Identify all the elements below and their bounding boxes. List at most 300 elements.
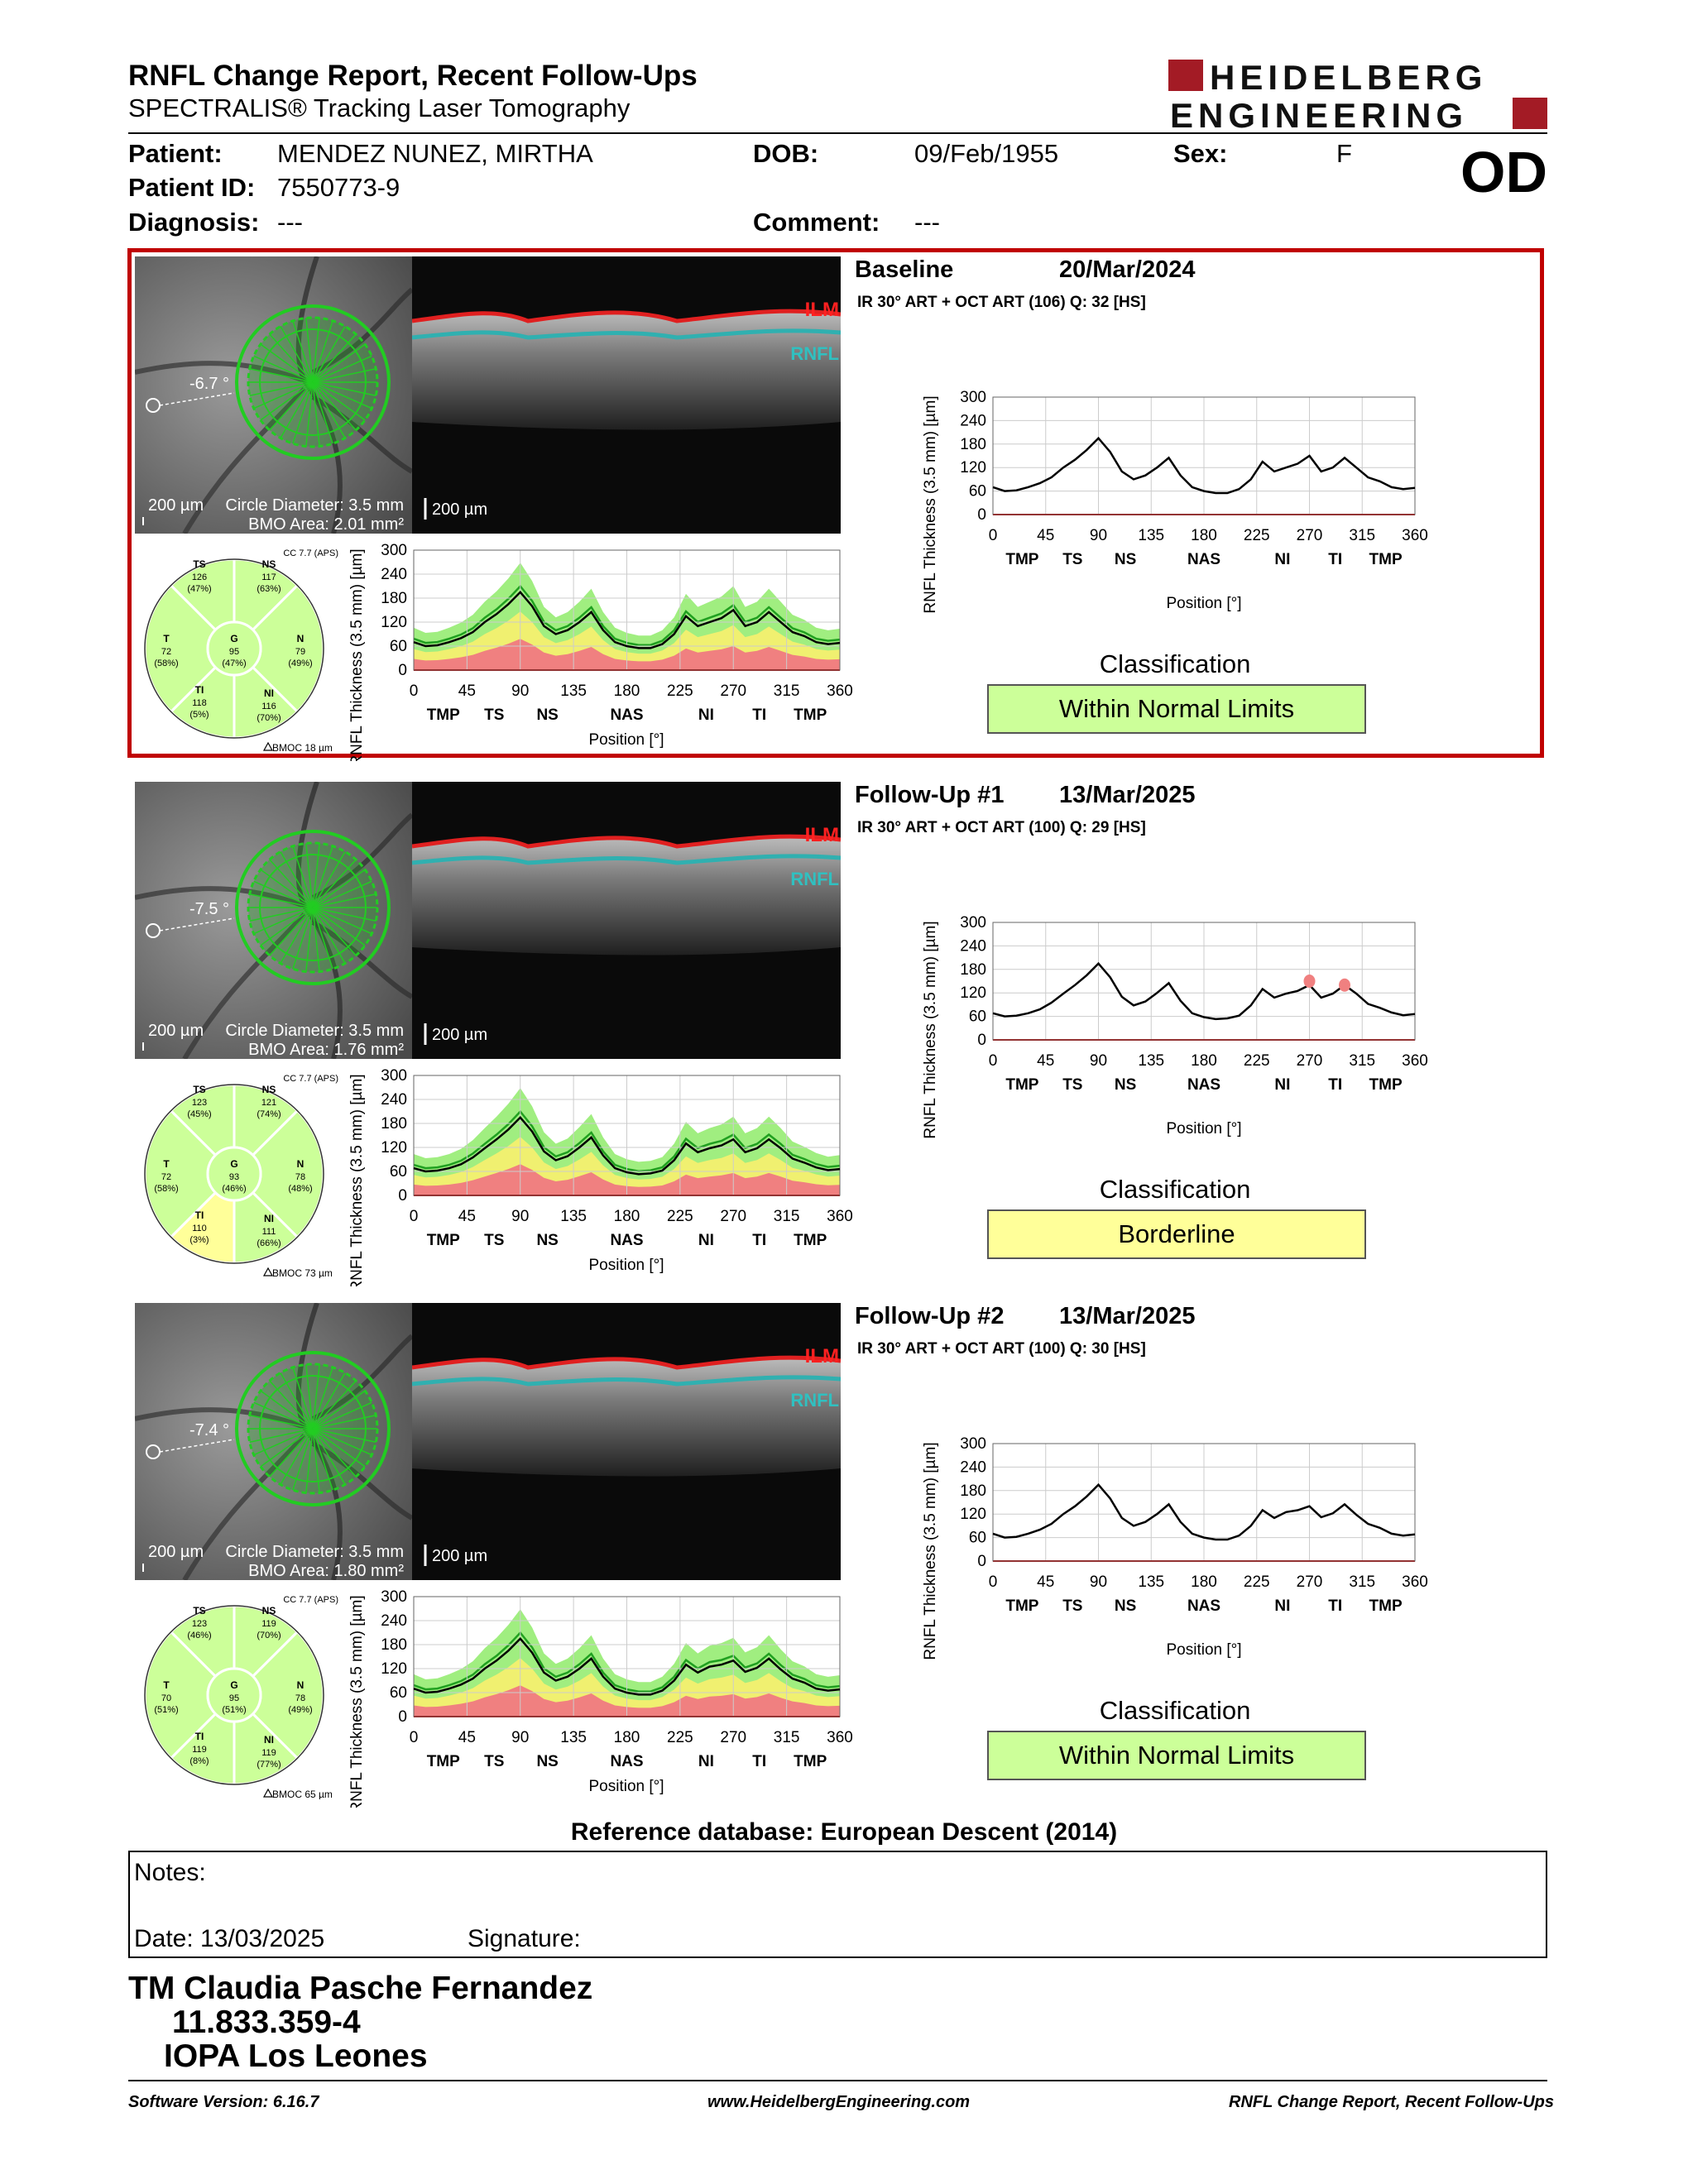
- small-y-tick: 0: [398, 662, 407, 679]
- sector-ti-pct: (8%): [189, 1756, 209, 1766]
- small-x-tick: 360: [827, 682, 852, 700]
- sector-g-pct: (51%): [222, 1705, 247, 1715]
- fundus-image: [135, 1303, 412, 1580]
- sector-pie-chart: [135, 1071, 340, 1278]
- change-y-tick: 60: [968, 1008, 986, 1026]
- sector-g-value: 93: [228, 1172, 240, 1182]
- small-ylabel: RNFL Thickness (3.5 mm) [µm]: [348, 1595, 366, 1808]
- small-x-tick: 180: [613, 1729, 640, 1746]
- change-x-tick: 0: [988, 527, 998, 544]
- signature-label: Signature:: [468, 1925, 581, 1952]
- small-x-tick: 360: [827, 1729, 852, 1746]
- sector-ts-value: 123: [191, 1098, 208, 1108]
- change-x-tick: 45: [1037, 1052, 1055, 1070]
- sector-pie-chart: [135, 1592, 340, 1799]
- change-y-tick: 0: [977, 1553, 986, 1570]
- change-region-label: NS: [1114, 1597, 1137, 1615]
- exam-title: Follow-Up #1: [855, 782, 1005, 808]
- exam-info: IR 30° ART + OCT ART (100) Q: 30 [HS]: [857, 1340, 1146, 1358]
- small-region-label: TMP: [794, 1753, 827, 1770]
- small-x-tick: 0: [409, 1729, 419, 1746]
- classification-result: [987, 1209, 1366, 1259]
- exam-info: IR 30° ART + OCT ART (106) Q: 32 [HS]: [857, 294, 1146, 311]
- small-x-tick: 225: [667, 1208, 693, 1225]
- change-region-label: NS: [1114, 551, 1137, 568]
- exam-info: IR 30° ART + OCT ART (100) Q: 29 [HS]: [857, 819, 1146, 836]
- small-region-label: TMP: [426, 706, 460, 724]
- sector-ns-value: 121: [261, 1098, 277, 1108]
- rnfl-label: RNFL: [790, 869, 839, 889]
- rnfl-change-plot: [918, 1435, 1431, 1675]
- change-xlabel: Position [°]: [1166, 1120, 1242, 1138]
- bmoc-label: BMOC 18 µm: [272, 742, 333, 753]
- svg-text:HEIDELBERG: HEIDELBERG: [1210, 58, 1488, 97]
- change-region-label: NI: [1274, 1597, 1291, 1615]
- bmo-area: BMO Area: 1.76 mm²: [248, 1041, 404, 1059]
- small-x-tick: 0: [409, 682, 419, 700]
- change-ylabel: RNFL Thickness (3.5 mm) [µm]: [922, 395, 939, 614]
- sector-t-value: 70: [161, 1693, 172, 1703]
- bscan-scale: 200 µm: [432, 1026, 488, 1044]
- change-x-tick: 180: [1191, 1573, 1217, 1591]
- change-region-label: NAS: [1187, 1076, 1221, 1094]
- fundus-image: [135, 256, 412, 534]
- small-x-tick: 135: [560, 682, 587, 700]
- small-x-tick: 90: [511, 1208, 530, 1225]
- sector-ts-label: TS: [193, 558, 206, 570]
- small-region-label: NI: [698, 1753, 714, 1770]
- change-y-tick: 240: [960, 412, 986, 430]
- sector-t-pct: (58%): [154, 1184, 179, 1194]
- change-x-tick: 360: [1402, 1052, 1428, 1070]
- change-x-tick: 0: [988, 1052, 998, 1070]
- patient-label: Patient:: [128, 139, 223, 168]
- report-subtitle: SPECTRALIS® Tracking Laser Tomography: [128, 93, 631, 122]
- sector-ns-pct: (70%): [257, 1631, 281, 1640]
- small-xlabel: Position [°]: [588, 1778, 664, 1795]
- small-region-label: NAS: [610, 1753, 644, 1770]
- small-y-tick: 240: [381, 1612, 407, 1630]
- fovea-angle: -7.5 °: [189, 900, 230, 918]
- report-title: RNFL Change Report, Recent Follow-Ups: [128, 60, 698, 92]
- circle-diameter: Circle Diameter: 3.5 mm: [225, 496, 404, 515]
- sector-n-label: N: [296, 633, 305, 644]
- classification-result: [987, 684, 1366, 734]
- sector-pie-chart: [135, 546, 340, 753]
- change-region-label: TMP: [1005, 551, 1039, 568]
- sector-n-pct: (49%): [288, 659, 313, 668]
- scan-circle: [237, 306, 389, 458]
- sector-n-value: 79: [295, 647, 306, 657]
- sector-ts-pct: (47%): [187, 584, 212, 594]
- sector-n-pct: (48%): [288, 1184, 313, 1194]
- change-region-label: TS: [1062, 1076, 1083, 1094]
- change-xlabel: Position [°]: [1166, 1641, 1242, 1659]
- sector-n-label: N: [296, 1158, 305, 1170]
- delta-icon: [264, 1268, 272, 1276]
- fovea-angle: -6.7 °: [189, 375, 230, 393]
- change-x-tick: 270: [1296, 527, 1323, 544]
- small-region-label: TI: [752, 706, 767, 724]
- change-ylabel: RNFL Thickness (3.5 mm) [µm]: [922, 921, 939, 1139]
- sector-n-value: 78: [295, 1172, 306, 1182]
- bmo-area: BMO Area: 2.01 mm²: [248, 515, 404, 534]
- sector-ti-value: 119: [192, 1745, 207, 1755]
- fovea-angle: -7.4 °: [189, 1421, 230, 1439]
- change-region-label: NAS: [1187, 1597, 1221, 1615]
- change-x-tick: 135: [1138, 1052, 1165, 1070]
- change-x-tick: 0: [988, 1573, 998, 1591]
- change-y-tick: 240: [960, 937, 986, 956]
- classification-text: Within Normal Limits: [1058, 694, 1295, 723]
- small-x-tick: 135: [560, 1729, 587, 1746]
- bmoc-label: BMOC 73 µm: [272, 1267, 333, 1278]
- rnfl-label: RNFL: [790, 1390, 839, 1410]
- small-region-label: TS: [484, 706, 505, 724]
- change-y-tick: 120: [960, 984, 986, 1003]
- diagnosis-value: ---: [277, 208, 303, 237]
- small-y-tick: 120: [381, 614, 407, 631]
- exam-date: 13/Mar/2025: [1059, 1303, 1196, 1329]
- small-region-label: TS: [484, 1232, 505, 1249]
- change-region-label: TMP: [1005, 1597, 1039, 1615]
- fundus-image: [135, 782, 412, 1059]
- change-y-tick: 0: [977, 506, 986, 524]
- sector-ni-label: NI: [264, 687, 274, 699]
- small-region-label: TMP: [426, 1753, 460, 1770]
- change-x-tick: 225: [1243, 1052, 1270, 1070]
- small-region-label: NS: [536, 1753, 559, 1770]
- change-x-tick: 90: [1089, 1573, 1108, 1591]
- small-x-tick: 315: [773, 682, 800, 700]
- small-region-label: TI: [752, 1232, 767, 1249]
- cc-label: CC 7.7 (APS): [283, 1074, 338, 1084]
- change-region-label: TI: [1328, 1597, 1343, 1615]
- small-x-tick: 45: [458, 1208, 476, 1225]
- sector-ts-label: TS: [193, 1605, 206, 1616]
- eye-indicator: OD: [1460, 140, 1547, 204]
- sector-ni-value: 111: [261, 1227, 276, 1237]
- small-region-label: TMP: [426, 1232, 460, 1249]
- sector-ti-value: 110: [192, 1224, 207, 1233]
- small-y-tick: 120: [381, 1660, 407, 1678]
- reference-database: Reference database: European Descent (2014): [570, 1818, 1118, 1846]
- sector-t-label: T: [163, 1679, 170, 1691]
- change-y-tick: 180: [960, 960, 986, 979]
- small-region-label: NAS: [610, 1232, 644, 1249]
- classification-label: Classification: [1099, 649, 1251, 678]
- change-area: [1339, 979, 1350, 992]
- small-x-tick: 45: [458, 1729, 476, 1746]
- software-version: Software Version: 6.16.7: [128, 2093, 319, 2111]
- heidelberg-logo: [1168, 56, 1547, 132]
- notes-label: Notes:: [134, 1859, 206, 1886]
- sector-ti-label: TI: [194, 684, 204, 696]
- dob-label: DOB:: [753, 139, 819, 168]
- change-region-label: NAS: [1187, 551, 1221, 568]
- patient-id-value: 7550773-9: [277, 173, 400, 202]
- signer-id: 11.833.359-4: [172, 2004, 361, 2040]
- sector-n-value: 78: [295, 1693, 306, 1703]
- small-y-tick: 180: [381, 1636, 407, 1654]
- change-x-tick: 45: [1037, 527, 1055, 544]
- comment-value: ---: [914, 208, 940, 237]
- small-ylabel: RNFL Thickness (3.5 mm) [µm]: [348, 548, 366, 761]
- change-x-tick: 270: [1296, 1573, 1323, 1591]
- small-y-tick: 60: [389, 1684, 407, 1702]
- small-x-tick: 270: [720, 1729, 747, 1746]
- sector-ti-value: 118: [192, 698, 207, 708]
- small-region-label: NS: [536, 706, 559, 724]
- sex-label: Sex:: [1173, 139, 1228, 168]
- classification-result: [987, 1731, 1366, 1780]
- notes-box: [128, 1851, 1547, 1958]
- small-region-label: NI: [698, 1232, 714, 1249]
- small-xlabel: Position [°]: [588, 1257, 664, 1274]
- circle-diameter: Circle Diameter: 3.5 mm: [225, 1543, 404, 1561]
- sector-g-pct: (47%): [222, 659, 247, 668]
- oct-bscan: [412, 782, 841, 1059]
- sector-ti-label: TI: [194, 1731, 204, 1742]
- sector-ns-label: NS: [261, 558, 276, 570]
- diagnosis-label: Diagnosis:: [128, 208, 260, 237]
- small-x-tick: 135: [560, 1208, 587, 1225]
- change-x-tick: 135: [1138, 1573, 1165, 1591]
- change-y-tick: 60: [968, 482, 986, 500]
- change-y-tick: 180: [960, 435, 986, 453]
- rnfl-change-plot: [918, 914, 1431, 1154]
- sector-g-value: 95: [228, 647, 240, 657]
- change-y-tick: 300: [960, 914, 986, 932]
- change-y-tick: 60: [968, 1529, 986, 1547]
- small-x-tick: 225: [667, 682, 693, 700]
- change-region-label: NS: [1114, 1076, 1137, 1094]
- sector-t-label: T: [163, 1158, 170, 1170]
- small-xlabel: Position [°]: [588, 731, 664, 749]
- small-region-label: NS: [536, 1232, 559, 1249]
- small-x-tick: 270: [720, 1208, 747, 1225]
- ilm-label: ILM: [804, 1345, 839, 1367]
- small-y-tick: 0: [398, 1187, 407, 1205]
- exam-date: 13/Mar/2025: [1059, 782, 1196, 808]
- patient-name: MENDEZ NUNEZ, MIRTHA: [277, 139, 593, 168]
- small-x-tick: 90: [511, 682, 530, 700]
- small-x-tick: 0: [409, 1208, 419, 1225]
- sector-t-value: 72: [161, 647, 172, 657]
- small-y-tick: 240: [381, 1091, 407, 1109]
- change-region-label: TMP: [1005, 1076, 1039, 1094]
- change-x-tick: 90: [1089, 527, 1108, 544]
- classification-text: Borderline: [1118, 1219, 1235, 1248]
- sector-ts-pct: (45%): [187, 1109, 212, 1119]
- rnfl-profile-plot: [343, 542, 852, 761]
- sector-ns-pct: (63%): [257, 584, 281, 594]
- change-x-tick: 90: [1089, 1052, 1108, 1070]
- change-region-label: TS: [1062, 551, 1083, 568]
- small-y-tick: 60: [389, 638, 407, 655]
- sector-ti-label: TI: [194, 1209, 204, 1221]
- change-x-tick: 225: [1243, 527, 1270, 544]
- change-y-tick: 120: [960, 1506, 986, 1524]
- sector-ni-pct: (77%): [257, 1760, 281, 1770]
- delta-icon: [264, 1789, 272, 1797]
- small-region-label: TMP: [794, 1232, 827, 1249]
- change-area: [1304, 975, 1316, 988]
- fundus-scale: 200 µm: [148, 1543, 204, 1561]
- small-x-tick: 360: [827, 1208, 852, 1225]
- sector-ti-pct: (5%): [189, 710, 209, 720]
- change-region-label: TI: [1328, 551, 1343, 568]
- small-x-tick: 180: [613, 1208, 640, 1225]
- bscan-scale: 200 µm: [432, 1547, 488, 1565]
- sector-ts-pct: (46%): [187, 1631, 212, 1640]
- change-x-tick: 360: [1402, 527, 1428, 544]
- small-x-tick: 315: [773, 1729, 800, 1746]
- change-region-label: TMP: [1369, 551, 1403, 568]
- change-region-label: TMP: [1369, 1076, 1403, 1094]
- small-x-tick: 270: [720, 682, 747, 700]
- oct-bscan: [412, 256, 841, 534]
- footer-report-name: RNFL Change Report, Recent Follow-Ups: [1229, 2093, 1554, 2111]
- exam-title: Baseline: [855, 256, 954, 283]
- change-xlabel: Position [°]: [1166, 595, 1242, 612]
- small-y-tick: 300: [381, 1588, 407, 1606]
- small-y-tick: 120: [381, 1139, 407, 1157]
- change-x-tick: 315: [1349, 1573, 1376, 1591]
- sector-t-pct: (51%): [154, 1705, 179, 1715]
- small-region-label: TI: [752, 1753, 767, 1770]
- small-x-tick: 180: [613, 682, 640, 700]
- sector-g-label: G: [230, 1679, 238, 1691]
- change-x-tick: 360: [1402, 1573, 1428, 1591]
- sector-t-label: T: [163, 633, 170, 644]
- bmoc-label: BMOC 65 µm: [272, 1789, 333, 1799]
- change-x-tick: 180: [1191, 527, 1217, 544]
- svg-text:ENGINEERING: ENGINEERING: [1170, 96, 1469, 132]
- small-region-label: NAS: [610, 706, 644, 724]
- change-x-tick: 45: [1037, 1573, 1055, 1591]
- change-ylabel: RNFL Thickness (3.5 mm) [µm]: [922, 1442, 939, 1660]
- sector-ni-value: 119: [261, 1748, 276, 1758]
- comment-label: Comment:: [753, 208, 880, 237]
- scan-circle: [237, 1353, 389, 1505]
- classification-label: Classification: [1099, 1175, 1251, 1204]
- sector-g-label: G: [230, 1158, 238, 1170]
- small-y-tick: 300: [381, 1067, 407, 1085]
- sector-ns-label: NS: [261, 1084, 276, 1095]
- sector-ns-value: 119: [261, 1619, 276, 1629]
- delta-icon: [264, 743, 272, 750]
- classification-label: Classification: [1099, 1696, 1251, 1725]
- small-y-tick: 0: [398, 1708, 407, 1726]
- small-x-tick: 315: [773, 1208, 800, 1225]
- sector-ni-value: 116: [261, 702, 276, 711]
- sector-ni-label: NI: [264, 1213, 274, 1224]
- rnfl-profile-plot: [343, 1588, 852, 1808]
- change-x-tick: 315: [1349, 527, 1376, 544]
- small-region-label: NI: [698, 706, 714, 724]
- change-region-label: TS: [1062, 1597, 1083, 1615]
- sector-g-label: G: [230, 633, 238, 644]
- classification-text: Within Normal Limits: [1058, 1741, 1295, 1770]
- small-y-tick: 300: [381, 542, 407, 559]
- sector-ti-pct: (3%): [189, 1235, 209, 1245]
- sector-ns-value: 117: [261, 572, 276, 582]
- sector-g-pct: (46%): [222, 1184, 247, 1194]
- sector-n-pct: (49%): [288, 1705, 313, 1715]
- change-x-tick: 270: [1296, 1052, 1323, 1070]
- small-y-tick: 240: [381, 566, 407, 583]
- sector-ns-pct: (74%): [257, 1109, 281, 1119]
- sector-ns-label: NS: [261, 1605, 276, 1616]
- cc-label: CC 7.7 (APS): [283, 548, 338, 558]
- change-x-tick: 135: [1138, 527, 1165, 544]
- fundus-scale: 200 µm: [148, 1022, 204, 1040]
- small-x-tick: 90: [511, 1729, 530, 1746]
- sector-ts-value: 126: [191, 572, 208, 582]
- sector-ni-label: NI: [264, 1734, 274, 1746]
- ilm-label: ILM: [804, 824, 839, 846]
- small-region-label: TS: [484, 1753, 505, 1770]
- change-region-label: TMP: [1369, 1597, 1403, 1615]
- rnfl-label: RNFL: [790, 343, 839, 364]
- change-region-label: NI: [1274, 1076, 1291, 1094]
- exam-title: Follow-Up #2: [855, 1303, 1005, 1329]
- fundus-scale: 200 µm: [148, 496, 204, 515]
- small-ylabel: RNFL Thickness (3.5 mm) [µm]: [348, 1074, 366, 1286]
- rnfl-profile-plot: [343, 1067, 852, 1286]
- sector-ts-value: 123: [191, 1619, 208, 1629]
- exam-date: 20/Mar/2024: [1059, 256, 1196, 283]
- website: www.HeidelbergEngineering.com: [707, 2093, 971, 2111]
- small-y-tick: 180: [381, 590, 407, 607]
- rnfl-change-plot: [918, 389, 1431, 629]
- circle-diameter: Circle Diameter: 3.5 mm: [225, 1022, 404, 1040]
- small-y-tick: 60: [389, 1163, 407, 1181]
- scan-circle: [237, 831, 389, 984]
- sector-ni-pct: (70%): [257, 713, 281, 723]
- change-x-tick: 180: [1191, 1052, 1217, 1070]
- change-region-label: NI: [1274, 551, 1291, 568]
- sector-t-pct: (58%): [154, 659, 179, 668]
- change-y-tick: 180: [960, 1482, 986, 1500]
- signer-institution: IOPA Los Leones: [164, 2038, 428, 2074]
- change-y-tick: 300: [960, 389, 986, 406]
- sector-t-value: 72: [161, 1172, 172, 1182]
- change-x-tick: 225: [1243, 1573, 1270, 1591]
- sector-ts-label: TS: [193, 1084, 206, 1095]
- bmo-area: BMO Area: 1.80 mm²: [248, 1562, 404, 1580]
- change-x-tick: 315: [1349, 1052, 1376, 1070]
- ilm-label: ILM: [804, 299, 839, 321]
- sex-value: F: [1336, 139, 1352, 168]
- sector-n-label: N: [296, 1679, 305, 1691]
- small-x-tick: 45: [458, 682, 476, 700]
- change-y-tick: 240: [960, 1458, 986, 1477]
- change-y-tick: 300: [960, 1435, 986, 1453]
- date-label: Date: 13/03/2025: [134, 1925, 325, 1952]
- signer-name: TM Claudia Pasche Fernandez: [128, 1971, 593, 2006]
- change-y-tick: 0: [977, 1032, 986, 1049]
- dob-value: 09/Feb/1955: [914, 139, 1059, 168]
- bscan-scale: 200 µm: [432, 500, 488, 519]
- small-region-label: TMP: [794, 706, 827, 724]
- sector-ni-pct: (66%): [257, 1238, 281, 1248]
- cc-label: CC 7.7 (APS): [283, 1595, 338, 1605]
- change-region-label: TI: [1328, 1076, 1343, 1094]
- sector-g-value: 95: [228, 1693, 240, 1703]
- patient-id-label: Patient ID:: [128, 173, 256, 202]
